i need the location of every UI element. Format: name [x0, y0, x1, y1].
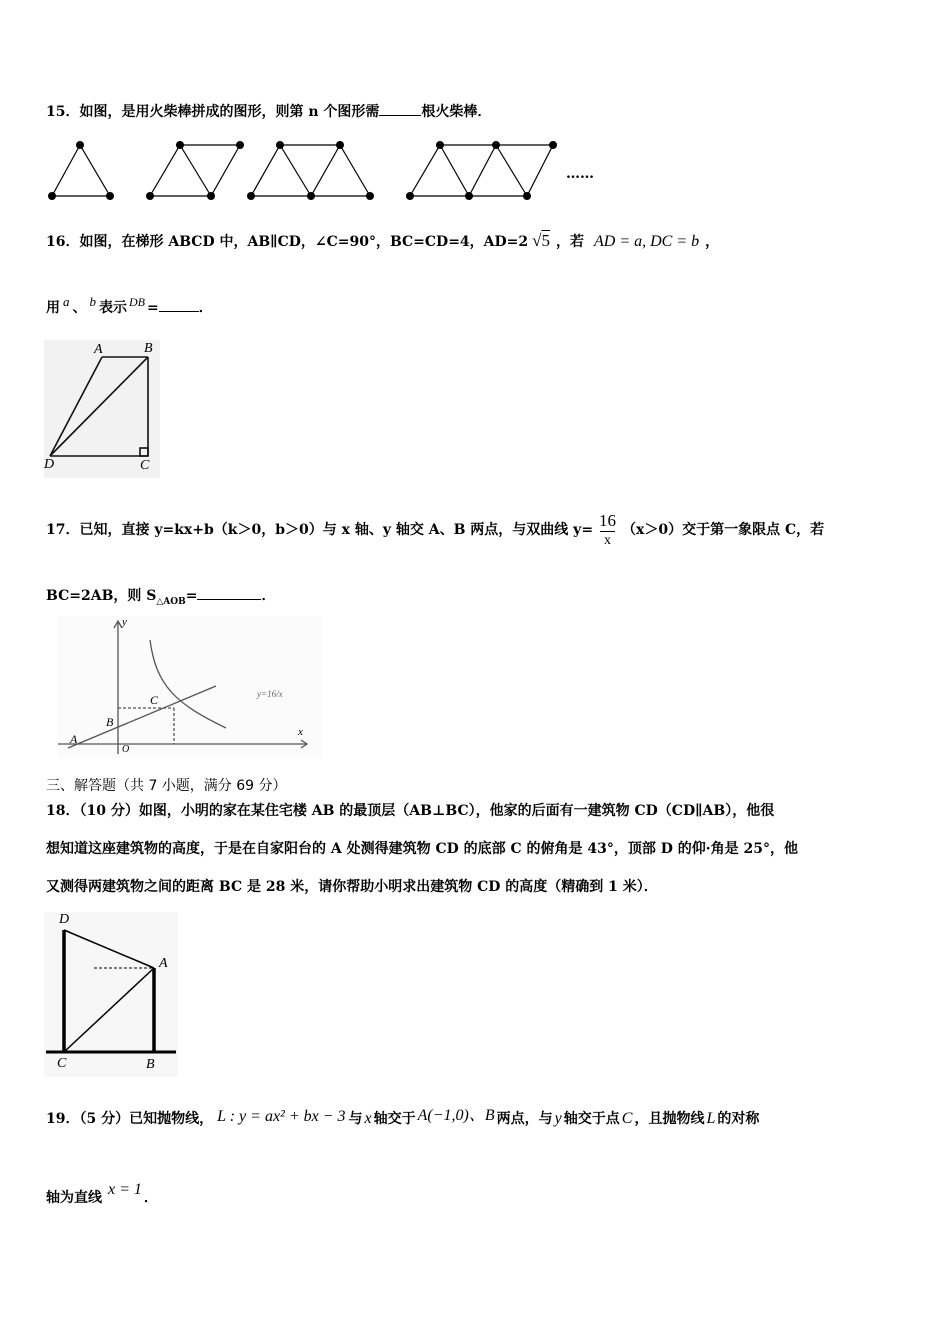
- answer-blank[interactable]: [197, 585, 261, 600]
- q18-line2: 想知道这座建筑物的高度，于是在自家阳台的 A 处测得建筑物 CD 的底部 C 的俯角是 43°，顶部 D 的仰·角是 25°，他: [46, 841, 799, 857]
- point-b-label: B: [106, 715, 114, 729]
- figure-4: [410, 145, 553, 196]
- point-a-label: A: [70, 732, 78, 746]
- label-a: A: [94, 342, 103, 357]
- q19-line1: 19．（5 分）已知抛物线， L : y = ax² + bx − 3 与 x 轴交于 A(−1,0)、B 两点，与 y 轴交于点 C ，且抛物线 L 的对称: [46, 1107, 760, 1127]
- axis-y-label: y: [122, 616, 127, 628]
- label-d: D: [59, 912, 70, 927]
- q17-line2: BC=2AB，则 $S_{\triangle AOB}=$ ．: [46, 585, 275, 612]
- label-b: B: [146, 1057, 155, 1072]
- sqrt-5: √5: [532, 231, 550, 250]
- label-d: D: [44, 457, 55, 472]
- figure-1: [52, 145, 110, 196]
- vector-condition: AD = a, DC = b: [593, 233, 700, 250]
- label-c: C: [57, 1056, 67, 1071]
- q15-text: 15．如图，是用火柴棒拼成的图形，则第 n 个图形需 根火柴棒．: [46, 101, 491, 122]
- q19-line2: 轴为直线 x = 1 ．: [46, 1181, 158, 1206]
- hyperbola-graph: [58, 616, 322, 758]
- q18-line1: 18．（10 分）如图，小明的家在某住宅楼 AB 的最顶层（AB⊥BC），他家的后面有一建筑物 CD（CD∥AB），他很: [46, 803, 775, 819]
- point-c-label: C: [150, 693, 159, 707]
- fraction-16-over-x: $\frac{16}{x}$: [599, 510, 617, 548]
- label-b: B: [144, 341, 153, 356]
- origin-label: O: [122, 744, 130, 755]
- matchstick-figures: [40, 135, 610, 210]
- parabola-equation: L : y = ax² + bx − 3: [217, 1108, 346, 1125]
- ellipsis: ……: [566, 166, 594, 182]
- curve-label: y=16/x: [257, 689, 283, 699]
- q16-line1: 16．如图，在梯形 ABCD 中，AB∥CD，∠C=90°，BC=CD=4，AD=2 √5 ，若 AD = a, DC = b ，: [46, 231, 720, 250]
- answer-blank[interactable]: [159, 297, 199, 312]
- answer-blank[interactable]: [379, 101, 421, 116]
- q18-line3: 又测得两建筑物之间的距离 BC 是 28 米，请你帮助小明求出建筑物 CD 的高度（精确到 1 米）．: [46, 879, 658, 895]
- q16-line2: 用 a 、 b 表示 DB = ．: [46, 294, 213, 316]
- building-figure: [44, 912, 178, 1077]
- q17-line1: 17．已知，直接 y=kx+b（k＞0，b＞0）与 x 轴、y 轴交 A、B 两点，与双曲线 y= $\frac{16}{x}$ （x＞0）交于第一象限点 C，若: [46, 510, 825, 548]
- trapezoid-figure: [44, 340, 160, 478]
- section-heading: 三、解答题（共 7 小题，满分 69 分）: [46, 778, 287, 794]
- label-c: C: [140, 458, 150, 473]
- label-a: A: [159, 956, 168, 971]
- axis-x-label: x: [298, 726, 303, 738]
